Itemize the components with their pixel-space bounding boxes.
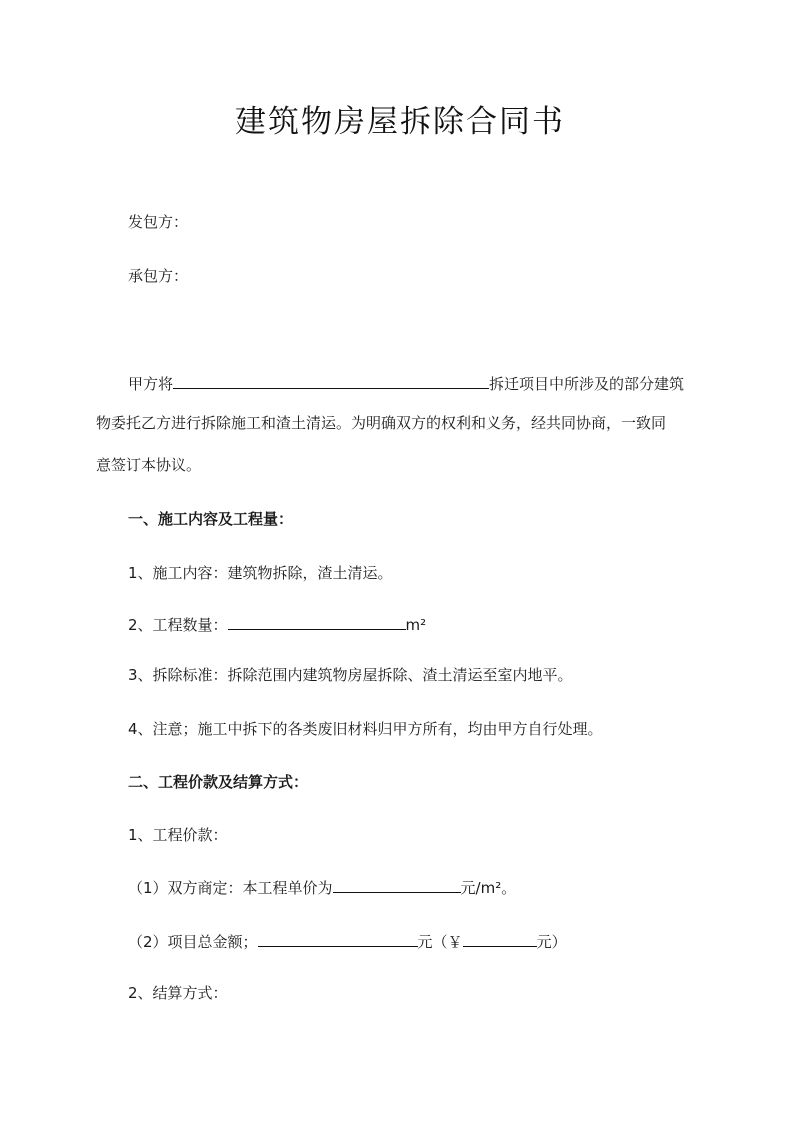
unit-price-blank bbox=[333, 875, 461, 893]
section-1-item-2 bbox=[128, 612, 426, 635]
unit-price-line bbox=[128, 875, 516, 898]
quantity-label: 2、工程数量： bbox=[128, 616, 228, 634]
total-amount-label: （2）项目总金额； bbox=[128, 933, 258, 951]
section-1-heading: 一、施工内容及工程量： bbox=[128, 510, 294, 528]
party-b-label: 承包方： bbox=[128, 267, 189, 285]
section-1-item-4: 4、注意；施工中拆下的各类废旧材料归甲方所有，均由甲方自行处理。 bbox=[128, 720, 603, 738]
intro-suffix: 拆迁项目中所涉及的部分建筑 bbox=[489, 375, 685, 393]
total-amount-suffix: 元） bbox=[536, 933, 567, 951]
total-amount-figures-blank bbox=[463, 929, 537, 947]
intro-line-1 bbox=[128, 371, 742, 394]
total-amount-words-blank bbox=[258, 929, 418, 947]
section-2-item-2: 2、结算方式： bbox=[128, 984, 228, 1002]
total-amount-line bbox=[128, 929, 567, 952]
quantity-blank bbox=[228, 612, 406, 630]
quantity-unit: m² bbox=[405, 616, 427, 634]
unit-price-unit: 元/m²。 bbox=[460, 879, 517, 897]
section-2-item-1: 1、工程价款： bbox=[128, 826, 228, 844]
document-title: 建筑物房屋拆除合同书 bbox=[235, 104, 565, 140]
intro-prefix: 甲方将 bbox=[128, 375, 174, 393]
section-2-heading: 二、工程价款及结算方式： bbox=[128, 773, 309, 791]
total-amount-middle: 元（￥ bbox=[417, 933, 463, 951]
intro-line-3: 意签订本协议。 bbox=[96, 456, 202, 474]
unit-price-label: （1）双方商定：本工程单价为 bbox=[128, 879, 333, 897]
section-1-item-1: 1、施工内容：建筑物拆除，渣土清运。 bbox=[128, 564, 393, 582]
project-name-blank bbox=[173, 371, 489, 389]
intro-line-2: 物委托乙方进行拆除施工和渣土清运。为明确双方的权利和义务，经共同协商，一致同 bbox=[96, 414, 667, 432]
party-a-label: 发包方： bbox=[128, 213, 189, 231]
section-1-item-3: 3、拆除标准：拆除范围内建筑物房屋拆除、渣土清运至室内地平。 bbox=[128, 666, 573, 684]
